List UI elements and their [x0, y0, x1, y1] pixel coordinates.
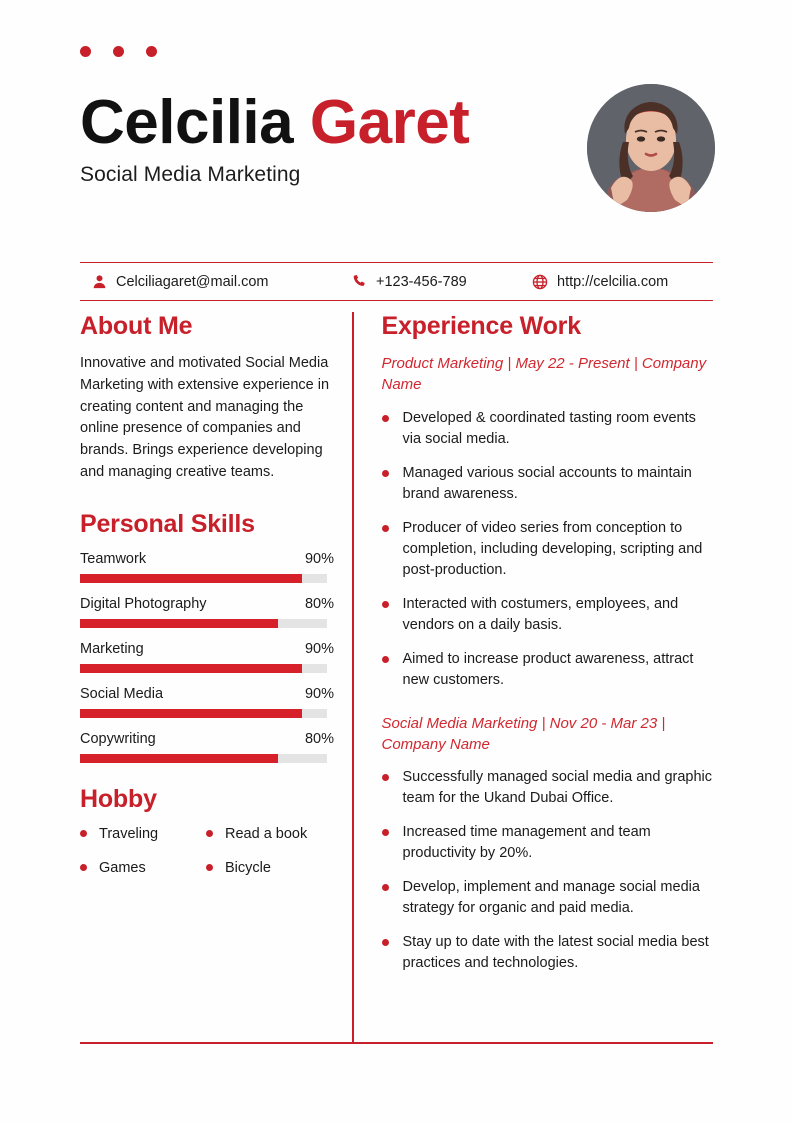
job-duties: [382, 408, 714, 691]
right-column: [382, 312, 714, 1042]
duty-text: Aimed to increase product awareness, attract new customers.: [402, 650, 694, 688]
contact-phone-text: +123-456-789: [376, 273, 467, 290]
experience-title: Experience Work: [381, 312, 581, 340]
decorative-dots: [80, 46, 157, 57]
duty-item: [382, 594, 714, 636]
skill-label: Marketing: [80, 640, 144, 657]
duty-item: [382, 518, 714, 581]
about-title: About Me: [80, 312, 193, 340]
skill-item: [80, 686, 334, 718]
job-role: Social Media Marketing: [80, 163, 301, 187]
duty-text: Developed & coordinated tasting room events via social media.: [402, 409, 696, 447]
duty-text: Stay up to date with the latest social media best practices and technologies.: [402, 934, 709, 972]
experience-job: [382, 353, 714, 691]
bullet-icon: [382, 939, 389, 946]
contact-bar: [80, 262, 713, 301]
skill-percent: 80%: [304, 730, 334, 747]
bullet-icon: [382, 774, 389, 781]
duty-text: Managed various social accounts to maintain brand awareness.: [402, 464, 692, 502]
column-divider: [352, 312, 354, 1042]
contact-phone[interactable]: [342, 274, 522, 290]
hobby-title: Hobby: [80, 784, 157, 813]
skill-percent: 90%: [304, 685, 334, 702]
bullet-icon: [382, 525, 389, 532]
contact-email-text: Celciliagaret@mail.com: [116, 273, 269, 290]
dot-1: [80, 46, 91, 57]
content-columns: [80, 312, 713, 1042]
last-name: Garet: [309, 88, 470, 157]
about-section: [80, 312, 334, 484]
avatar-image: [587, 84, 715, 212]
hobby-label: Read a book: [225, 825, 308, 842]
phone-icon: [352, 274, 367, 289]
hobby-label: Traveling: [99, 825, 159, 842]
globe-icon: [532, 274, 548, 290]
bullet-icon: [80, 864, 87, 871]
duty-item: [382, 932, 714, 974]
hobby-item: [80, 860, 206, 876]
footer-rule: [80, 1042, 713, 1044]
skill-percent: 90%: [304, 550, 334, 567]
page-title: [80, 90, 469, 155]
hobby-section: [80, 785, 334, 876]
hobby-item: [206, 826, 334, 842]
first-name: Celcilia: [80, 88, 294, 157]
skill-item: [80, 731, 334, 763]
left-column: [80, 312, 352, 1042]
skill-item: [80, 641, 334, 673]
duty-text: Develop, implement and manage social media strategy for organic and paid media.: [402, 879, 700, 917]
bullet-icon: [206, 864, 213, 871]
job-heading: Social Media Marketing | Nov 20 - Mar 23 | Company Name: [381, 714, 666, 754]
skill-label: Digital Photography: [80, 595, 207, 612]
duty-item: [382, 877, 714, 919]
skill-label: Copywriting: [80, 730, 156, 747]
job-heading: Product Marketing | May 22 - Present | Company Name: [381, 355, 707, 394]
experience-job: [382, 713, 714, 975]
skill-percent: 90%: [304, 640, 334, 657]
contact-website[interactable]: [522, 274, 668, 290]
skills-title: Personal Skills: [80, 509, 255, 538]
duty-item: [382, 408, 714, 450]
duty-text: Increased time management and team productivity by 20%.: [402, 824, 651, 862]
person-icon: [92, 274, 107, 289]
duty-item: [382, 649, 714, 691]
duty-item: [382, 767, 714, 809]
skill-bar: [80, 754, 327, 763]
dot-3: [146, 46, 157, 57]
skill-bar: [80, 619, 327, 628]
bullet-icon: [382, 601, 389, 608]
skill-item: [80, 551, 334, 583]
bullet-icon: [382, 415, 389, 422]
duty-item: [382, 822, 714, 864]
bullet-icon: [382, 884, 389, 891]
avatar: [587, 84, 715, 212]
skills-section: [80, 510, 334, 763]
job-duties: [382, 767, 714, 974]
about-text: Innovative and motivated Social Media Marketing with extensive experience in creating content and managing the online presence of companies and brands. Brings experience developing and managing creative teams.: [80, 355, 330, 480]
skill-percent: 80%: [304, 595, 334, 612]
resume-header: [80, 84, 715, 212]
hobby-item: [206, 860, 334, 876]
bullet-icon: [382, 829, 389, 836]
hobby-label: Games: [99, 859, 146, 876]
skill-bar: [80, 574, 327, 583]
bullet-icon: [382, 470, 389, 477]
duty-item: [382, 463, 714, 505]
duty-text: Producer of video series from conception to completion, including developing, scripting and post-production.: [402, 519, 703, 578]
bullet-icon: [206, 830, 213, 837]
skill-bar: [80, 709, 327, 718]
contact-email[interactable]: [80, 274, 342, 290]
bullet-icon: [382, 656, 389, 663]
name-block: [80, 84, 469, 187]
duty-text: Successfully managed social media and graphic team for the Ukand Dubai Office.: [402, 769, 713, 807]
contact-website-text: http://celcilia.com: [557, 273, 669, 290]
skill-bar: [80, 664, 327, 673]
dot-2: [113, 46, 124, 57]
hobby-label: Bicycle: [225, 859, 271, 876]
skill-item: [80, 596, 334, 628]
duty-text: Interacted with costumers, employees, and vendors on a daily basis.: [402, 595, 679, 633]
bullet-icon: [80, 830, 87, 837]
skill-label: Teamwork: [80, 550, 147, 567]
hobby-item: [80, 826, 206, 842]
skill-label: Social Media: [80, 685, 164, 702]
